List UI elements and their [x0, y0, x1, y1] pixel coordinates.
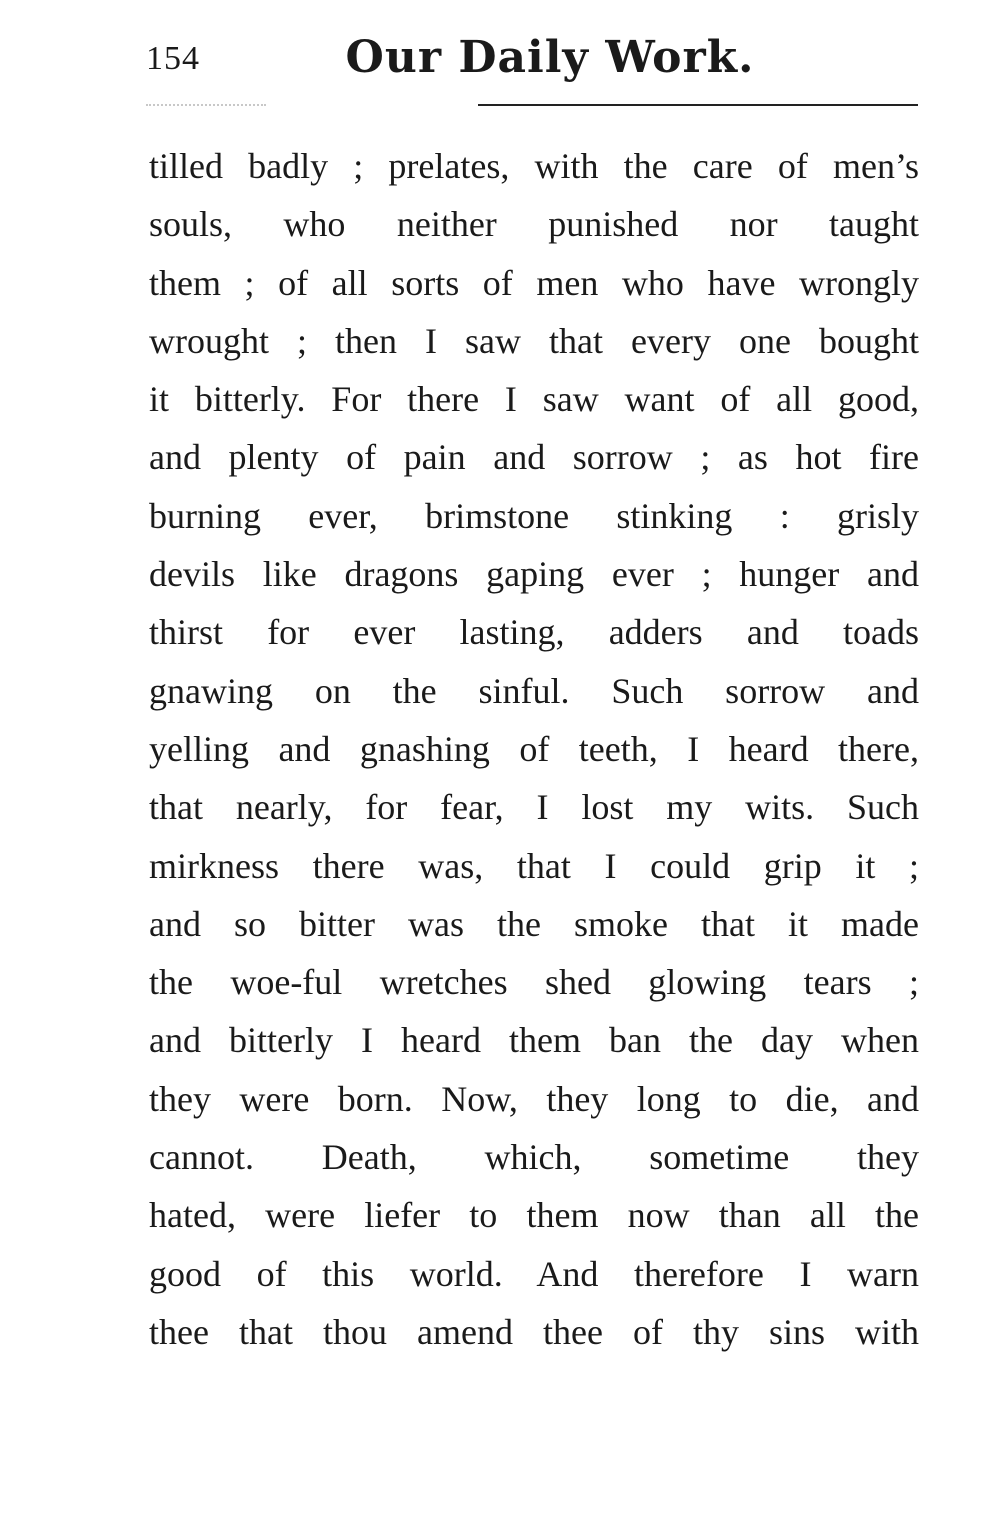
- text-line: souls, who neither punished nor taught: [149, 204, 919, 245]
- text-line: wrought ; then I saw that every one bought: [149, 320, 919, 361]
- header-rule: [478, 104, 918, 106]
- header-rule-dotted: [146, 104, 266, 106]
- text-line: and bitterly I heard them ban the day when: [149, 1020, 919, 1061]
- text-line: gnawing on the sinful. Such sorrow and: [149, 670, 919, 711]
- text-line: thirst for ever lasting, adders and toads: [149, 612, 919, 653]
- text-line: devils like dragons gaping ever ; hunger and: [149, 554, 919, 595]
- text-line: yelling and gnashing of teeth, I heard there,: [149, 728, 919, 769]
- text-line: mirkness there was, that I could grip it ;: [149, 845, 919, 886]
- text-line: tilled badly ; prelates, with the care of men’s: [149, 146, 919, 186]
- page-number: 154: [146, 40, 200, 77]
- text-line: hated, were liefer to them now than all the: [149, 1195, 919, 1236]
- text-line: burning ever, brimstone stinking : grisly: [149, 495, 919, 536]
- text-line: them ; of all sorts of men who have wrongly: [149, 262, 919, 303]
- text-line: thee that thou amend thee of thy sins with: [149, 1311, 919, 1352]
- text-line: cannot. Death, which, sometime they: [149, 1137, 919, 1178]
- text-line: they were born. Now, they long to die, and: [149, 1078, 919, 1119]
- text-line: it bitterly. For there I saw want of all good,: [149, 379, 919, 420]
- running-title: Our Daily Work.: [345, 32, 755, 83]
- text-line: good of this world. And therefore I warn: [149, 1253, 919, 1294]
- text-line: and plenty of pain and sorrow ; as hot fire: [149, 437, 919, 478]
- text-line: and so bitter was the smoke that it made: [149, 903, 919, 944]
- body-text: [149, 137, 919, 1361]
- text-line: the woe-ful wretches shed glowing tears ;: [149, 962, 919, 1003]
- text-line: that nearly, for fear, I lost my wits. Such: [149, 787, 919, 828]
